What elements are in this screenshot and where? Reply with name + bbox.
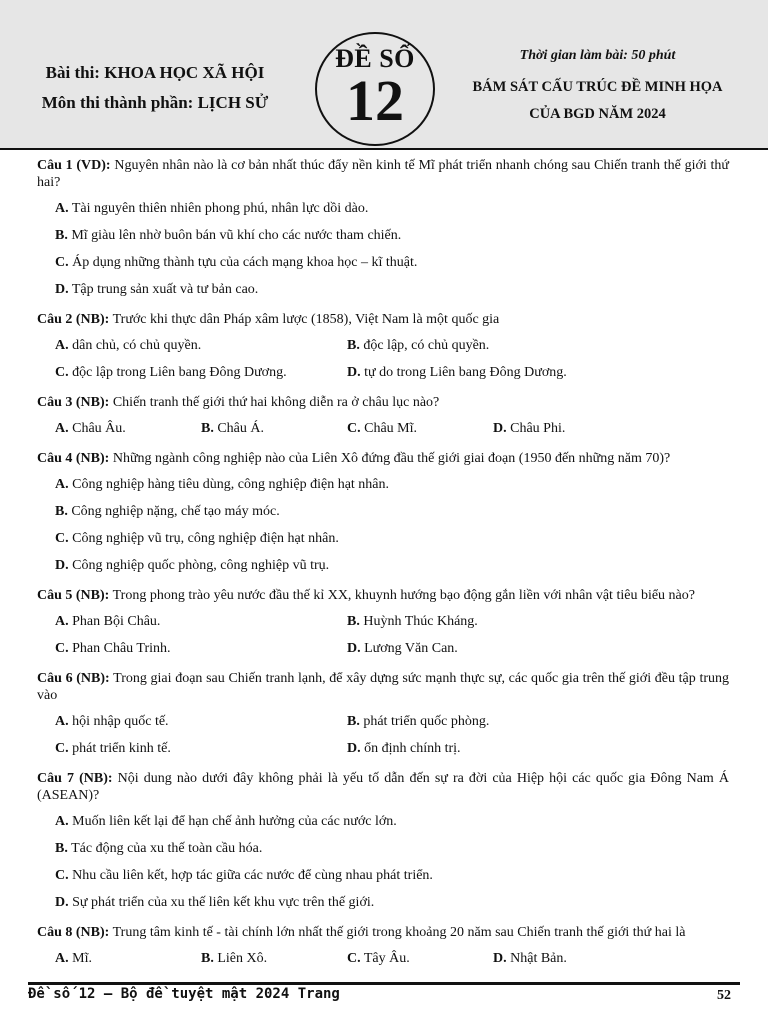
de-so-label: ĐỀ SỐ: [335, 44, 415, 73]
question-4: [37, 450, 729, 585]
answer-option-d[interactable]: D. Lương Văn Can.: [347, 641, 458, 656]
answer-option-a[interactable]: A. Châu Âu.: [55, 421, 126, 436]
answer-option-a[interactable]: A. dân chủ, có chủ quyền.: [55, 338, 202, 353]
structure-line-2: CỦA BGD NĂM 2024: [529, 106, 666, 122]
answer-option-c[interactable]: C. Áp dụng những thành tựu của cách mạng khoa học – kĩ thuật.: [55, 255, 418, 270]
answer-option-b[interactable]: B. Mĩ giàu lên nhờ buôn bán vũ khí cho các nước tham chiến.: [55, 228, 402, 243]
question-stem: Câu 2 (NB): Trước khi thực dân Pháp xâm lược (1858), Việt Nam là một quốc gia: [37, 312, 500, 327]
answer-option-d[interactable]: D. tự do trong Liên bang Đông Dương.: [347, 365, 567, 380]
answer-option-c[interactable]: C. Châu Mĩ.: [347, 421, 418, 436]
answer-option-b[interactable]: B. Huỳnh Thúc Kháng.: [347, 614, 478, 629]
exam-number-circle: [315, 32, 435, 146]
answer-option-d[interactable]: D. Sự phát triển của xu thế liên kết khu vực trên thế giới.: [55, 895, 375, 910]
question-6: [37, 670, 729, 768]
exam-header: [0, 0, 768, 150]
answer-option-b[interactable]: B. Công nghiệp nặng, chế tạo máy móc.: [55, 504, 280, 519]
answer-option-a[interactable]: A. hội nhập quốc tế.: [55, 714, 169, 729]
footer-title: Đề số 12 – Bộ đề tuyệt mật 2024 Trang: [28, 986, 340, 1002]
answer-option-d[interactable]: D. Nhật Bản.: [493, 951, 567, 966]
exam-meta: [455, 48, 740, 128]
answer-option-a[interactable]: A. Mĩ.: [55, 951, 92, 966]
question-stem: Câu 6 (NB): Trong giai đoạn sau Chiến tranh lạnh, để xây dựng sức mạnh thực sự, các quốc gia trên thế giới đều tập trung vào: [37, 671, 729, 703]
answer-option-c[interactable]: C. phát triển kinh tế.: [55, 741, 171, 756]
answer-option-b[interactable]: B. phát triển quốc phòng.: [347, 714, 490, 729]
question-stem: Câu 5 (NB): Trong phong trào yêu nước đầu thế kỉ XX, khuynh hướng bạo động gắn liền với nhân vật tiêu biểu nào?: [37, 588, 695, 603]
page-number: 52: [717, 988, 731, 1003]
question-1: [37, 157, 729, 309]
question-stem: Câu 1 (VD): Nguyên nhân nào là cơ bản nhất thúc đẩy nền kinh tế Mĩ phát triển nhanh chóng sau Chiến tranh thế giới thứ hai?: [37, 158, 729, 190]
question-8: [37, 924, 729, 978]
answer-option-d[interactable]: D. Tập trung sản xuất và tư bản cao.: [55, 282, 259, 297]
question-3: [37, 394, 729, 448]
question-5: [37, 587, 729, 668]
answer-option-d[interactable]: D. ổn định chính trị.: [347, 741, 461, 756]
answer-option-a[interactable]: A. Phan Bội Châu.: [55, 614, 161, 629]
exam-line: Bài thi: KHOA HỌC XÃ HỘI: [45, 63, 265, 82]
footer-divider: [28, 982, 740, 985]
answer-option-b[interactable]: B. Tác động của xu thế toàn cầu hóa.: [55, 841, 263, 856]
question-stem: Câu 8 (NB): Trung tâm kinh tế - tài chính lớn nhất thế giới trong khoảng 20 năm sau Chiến tranh thế giới thứ hai là: [37, 925, 686, 940]
exam-info: [30, 58, 280, 118]
answer-option-c[interactable]: C. Công nghiệp vũ trụ, công nghiệp điện hạt nhân.: [55, 531, 339, 546]
time-limit: Thời gian làm bài: 50 phút: [519, 48, 676, 63]
question-stem: Câu 4 (NB): Những ngành công nghiệp nào của Liên Xô đứng đầu thế giới giai đoạn (1950 đến những năm 70)?: [37, 451, 671, 466]
answer-option-d[interactable]: D. Công nghiệp quốc phòng, công nghiệp vũ trụ.: [55, 558, 330, 573]
answer-option-b[interactable]: B. Châu Á.: [201, 421, 265, 436]
question-stem: Câu 3 (NB): Chiến tranh thế giới thứ hai không diễn ra ở châu lục nào?: [37, 395, 440, 410]
answer-option-c[interactable]: C. Nhu cầu liên kết, hợp tác giữa các nước để cùng nhau phát triển.: [55, 868, 433, 883]
answer-option-c[interactable]: C. Phan Châu Trinh.: [55, 641, 171, 656]
question-2: [37, 311, 729, 392]
answer-option-c[interactable]: C. độc lập trong Liên bang Đông Dương.: [55, 365, 287, 380]
subject-line: Môn thi thành phần: LỊCH SỬ: [41, 93, 269, 112]
answer-option-b[interactable]: B. Liên Xô.: [201, 951, 268, 966]
answer-option-a[interactable]: A. Muốn liên kết lại để hạn chế ảnh hưởng của các nước lớn.: [55, 814, 397, 829]
answer-option-d[interactable]: D. Châu Phi.: [493, 421, 566, 436]
structure-line-1: BÁM SÁT CẤU TRÚC ĐỀ MINH HỌA: [472, 79, 723, 95]
question-7: [37, 770, 729, 922]
answer-option-c[interactable]: C. Tây Âu.: [347, 951, 410, 966]
answer-option-b[interactable]: B. độc lập, có chủ quyền.: [347, 338, 490, 353]
answer-option-a[interactable]: A. Công nghiệp hàng tiêu dùng, công nghiệp điện hạt nhân.: [55, 477, 390, 492]
question-list: [37, 155, 729, 978]
exam-number: 12: [346, 68, 404, 133]
question-stem: Câu 7 (NB): Nội dung nào dưới đây không phải là yếu tố dẫn đến sự ra đời của Hiệp hội các quốc gia Đông Nam Á (ASEAN)?: [37, 771, 730, 803]
answer-option-a[interactable]: A. Tài nguyên thiên nhiên phong phú, nhân lực dồi dào.: [55, 201, 369, 216]
